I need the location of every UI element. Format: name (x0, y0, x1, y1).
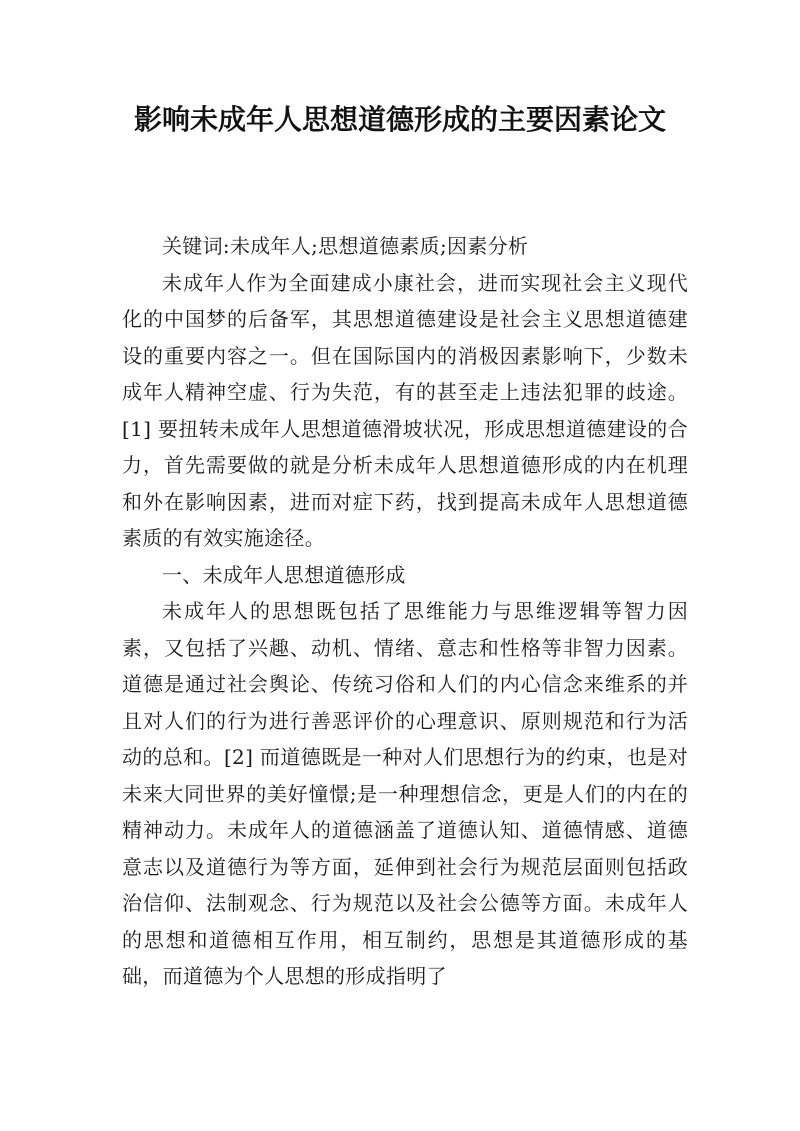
document-title: 影响未成年人思想道德形成的主要因素论文 (133, 103, 666, 136)
section-heading: 一、未成年人思想道德形成 (162, 562, 406, 587)
keywords-paragraph: 关键词:未成年人;思想道德素质;因素分析 (162, 234, 529, 258)
intro-paragraph: 未成年人作为全面建成小康社会，进而实现社会主义现代化的中国梦的后备军，其思想道德建设是社会主义思想道德建设的重要内容之一。但在国际国内的消极因素影响下，少数未成年人精神空虚、行为失范，有的甚至走上违法犯罪的歧途。[1] 要扭转未成年人思想道德滑坡状况，形成思想道德建设的合力，首先需要做的就是分析未成年人思想道德形成的内在机理和外在影响因素，进而对症下药，找到提高未成年人思想道德素质的有效实施途径。 (122, 270, 688, 550)
body-paragraph: 未成年人的思想既包括了思维能力与思维逻辑等智力因素，又包括了兴趣、动机、情绪、意志和性格等非智力因素。道德是通过社会舆论、传统习俗和人们的内心信念来维系的并且对人们的行为进行善恶评价的心理意识、原则规范和行为活动的总和。[2] 而道德既是一种对人们思想行为的约束，也是对未来大同世界的美好憧憬;是一种理想信念，更是人们的内在的精神动力。未成年人的道德涵盖了道德认知、道德情感、道德意志以及道德行为等方面，延伸到社会行为规范层面则包括政治信仰、法制观念、行为规范以及社会公德等方面。未成年人的思想和道德相互作用，相互制约，思想是其道德形成的基础，而道德为个人思想的形成指明了 (122, 599, 688, 988)
document-body (122, 228, 688, 995)
